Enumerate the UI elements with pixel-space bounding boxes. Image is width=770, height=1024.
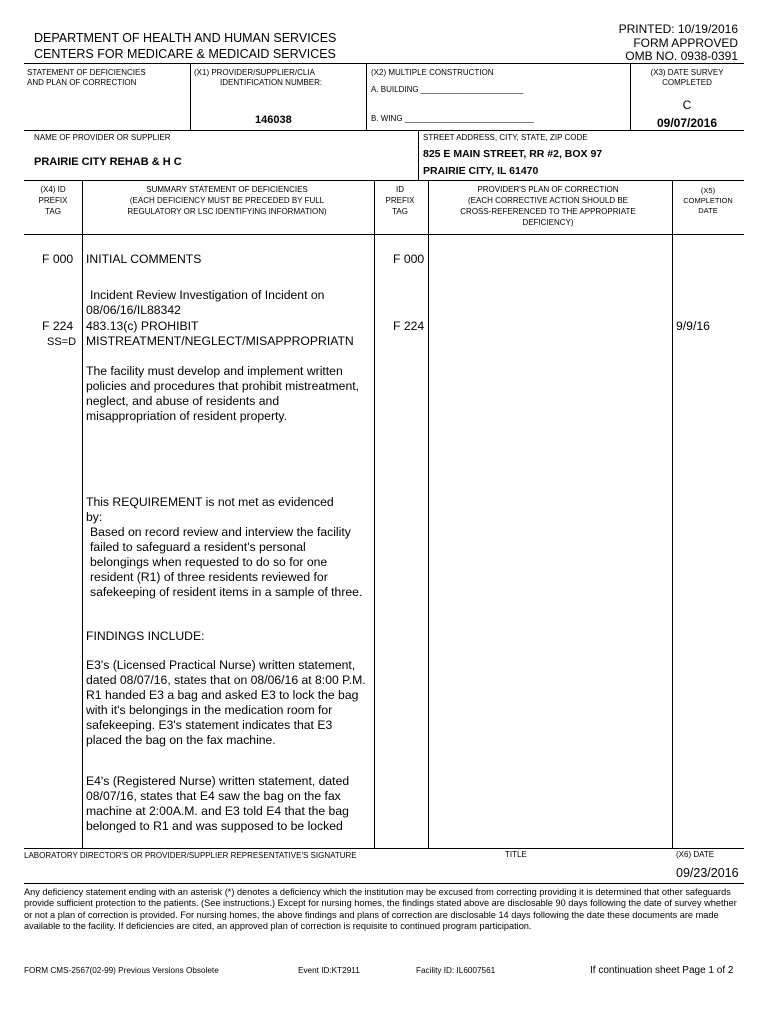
rule <box>418 130 419 180</box>
x2-wing: B. WING _____________________________ <box>371 114 534 123</box>
rule <box>24 130 744 131</box>
x2-building: A. BUILDING _______________________ <box>371 85 524 94</box>
rule <box>24 848 744 849</box>
requirement-line-1: This REQUIREMENT is not met as evidenced <box>86 495 334 509</box>
rule <box>24 883 744 884</box>
form-approved: FORM APPROVED <box>633 36 738 50</box>
provider-id-number: 146038 <box>255 114 292 126</box>
disclaimer: Any deficiency statement ending with an asterisk (*) denotes a deficiency which the institution may be excused from correcting providing it is determined that other safeguards provide sufficient protection to the patients. (See instructions.) Except for nursing homes, the findings stated above are disclosable 90 days following the date of survey whether or not a plan of correction is provided. For nursing homes, the above findings and plans of correction are disclosable 14 days following the date these documents are made available to the facility. If deficiencies are cited, an approved plan of correction is requisite to continued program participation. <box>24 887 737 932</box>
rule <box>24 63 744 64</box>
summary-header-3: REGULATORY OR LSC IDENTIFYING INFORMATION) <box>127 207 327 216</box>
initial-comments: INITIAL COMMENTS <box>86 252 202 266</box>
completion-date: 9/9/16 <box>676 319 710 333</box>
e3-paragraph: E3's (Licensed Practical Nurse) written statement, dated 08/07/16, states that on 08/06/16 at 8:00 P.M. R1 handed E3 a bag and asked E3 to lock the bag with it's belongings in the medication room for safekeeping. E3's statement indicates that E3 placed the bag on the fax machine. <box>86 658 366 747</box>
x5-header-3: DATE <box>698 206 718 215</box>
id-header-3: TAG <box>392 207 408 216</box>
x4-header-1: (X4) ID <box>40 185 66 194</box>
survey-letter: C <box>682 98 692 112</box>
department-line-1: DEPARTMENT OF HEALTH AND HUMAN SERVICES <box>34 31 337 45</box>
printed-date: PRINTED: 10/19/2016 <box>618 22 738 36</box>
address-label: STREET ADDRESS, CITY, STATE, ZIP CODE <box>423 133 588 142</box>
statement-label-1: STATEMENT OF DEFICIENCIES <box>27 68 146 77</box>
plan-header-4: DEFICIENCY) <box>522 218 574 227</box>
column-rule <box>672 180 673 848</box>
x5-header-1: (X5) <box>700 186 716 195</box>
facility-id: Facility ID: IL6007561 <box>416 966 496 975</box>
requirement-line-2: by: <box>86 510 103 524</box>
title-label: TITLE <box>505 850 527 859</box>
incident-line-2: 08/06/16/IL88342 <box>86 303 181 317</box>
tag-f000-right: F 000 <box>393 252 425 266</box>
department-line-2: CENTERS FOR MEDICARE & MEDICAID SERVICES <box>34 47 336 61</box>
tag-ss-d: SS=D <box>47 336 77 348</box>
survey-date: 09/07/2016 <box>656 116 718 130</box>
address-line-1: 825 E MAIN STREET, RR #2, BOX 97 <box>423 148 603 160</box>
x4-header-2: PREFIX <box>38 196 68 205</box>
x4-header-3: TAG <box>45 207 61 216</box>
rule <box>24 180 744 181</box>
x3-label-2: COMPLETED <box>662 78 712 87</box>
rule <box>366 63 367 130</box>
rule <box>24 234 744 235</box>
regulation-line-1: 483.13(c) PROHIBIT <box>86 319 199 333</box>
x3-label-1: (X3) DATE SURVEY <box>650 68 724 77</box>
review-paragraph: Based on record review and interview the facility failed to safeguard a resident's personal belongings when requested to do so for one resident (R1) of three residents reviewed for safekeeping of resident items in a sample of three. <box>90 525 363 599</box>
tag-f000-left: F 000 <box>42 252 74 266</box>
plan-header-1: PROVIDER'S PLAN OF CORRECTION <box>477 185 619 194</box>
omb-number: OMB NO. 0938-0391 <box>625 49 738 63</box>
id-header-2: PREFIX <box>385 196 415 205</box>
column-rule <box>428 180 429 848</box>
incident-line-1: Incident Review Investigation of Incident on <box>90 288 325 302</box>
address-line-2: PRAIRIE CITY, IL 61470 <box>423 165 539 177</box>
statement-label-2: AND PLAN OF CORRECTION <box>27 78 137 87</box>
date-label: (X6) DATE <box>676 850 715 859</box>
summary-header-2: (EACH DEFICIENCY MUST BE PRECEDED BY FULL <box>129 196 325 205</box>
e4-paragraph: E4's (Registered Nurse) written statement, dated 08/07/16, states that E4 saw the bag on the fax machine at 2:00A.M. and E3 told E4 that the bag belonged to R1 and was supposed to be locked <box>86 774 350 833</box>
tag-f224-right: F 224 <box>393 319 425 333</box>
plan-header-2: (EACH CORRECTIVE ACTION SHOULD BE <box>467 196 629 205</box>
tag-f224-left: F 224 <box>42 319 74 333</box>
event-id: Event ID:KT2911 <box>298 966 360 975</box>
signature-date: 09/23/2016 <box>676 866 739 880</box>
column-rule <box>374 180 375 848</box>
x2-label: (X2) MULTIPLE CONSTRUCTION <box>371 68 494 77</box>
plan-header-3: CROSS-REFERENCED TO THE APPROPRIATE <box>460 207 636 216</box>
x1-label-2: IDENTIFICATION NUMBER: <box>220 78 323 87</box>
provider-name-label: NAME OF PROVIDER OR SUPPLIER <box>34 133 171 142</box>
signature-label: LABORATORY DIRECTOR'S OR PROVIDER/SUPPLIER REPRESENTATIVE'S SIGNATURE <box>24 851 357 860</box>
provider-name: PRAIRIE CITY REHAB & H C <box>34 156 182 168</box>
summary-header-1: SUMMARY STATEMENT OF DEFICIENCIES <box>146 185 308 194</box>
column-rule <box>82 180 83 848</box>
form-id: FORM CMS-2567(02-99) Previous Versions Obsolete <box>24 966 219 975</box>
x5-header-2: COMPLETION <box>683 196 733 205</box>
regulation-line-2: MISTREATMENT/NEGLECT/MISAPPROPRIATN <box>86 334 354 348</box>
rule <box>190 63 191 130</box>
findings-include: FINDINGS INCLUDE: <box>86 629 205 643</box>
policy-paragraph: The facility must develop and implement written policies and procedures that prohibit mistreatment, neglect, and abuse of residents and misappropriation of resident property. <box>86 364 360 423</box>
x1-label-1: (X1) PROVIDER/SUPPLIER/CLIA <box>194 68 315 77</box>
id-header-1: ID <box>396 185 404 194</box>
continuation-page: If continuation sheet Page 1 of 2 <box>590 965 734 976</box>
